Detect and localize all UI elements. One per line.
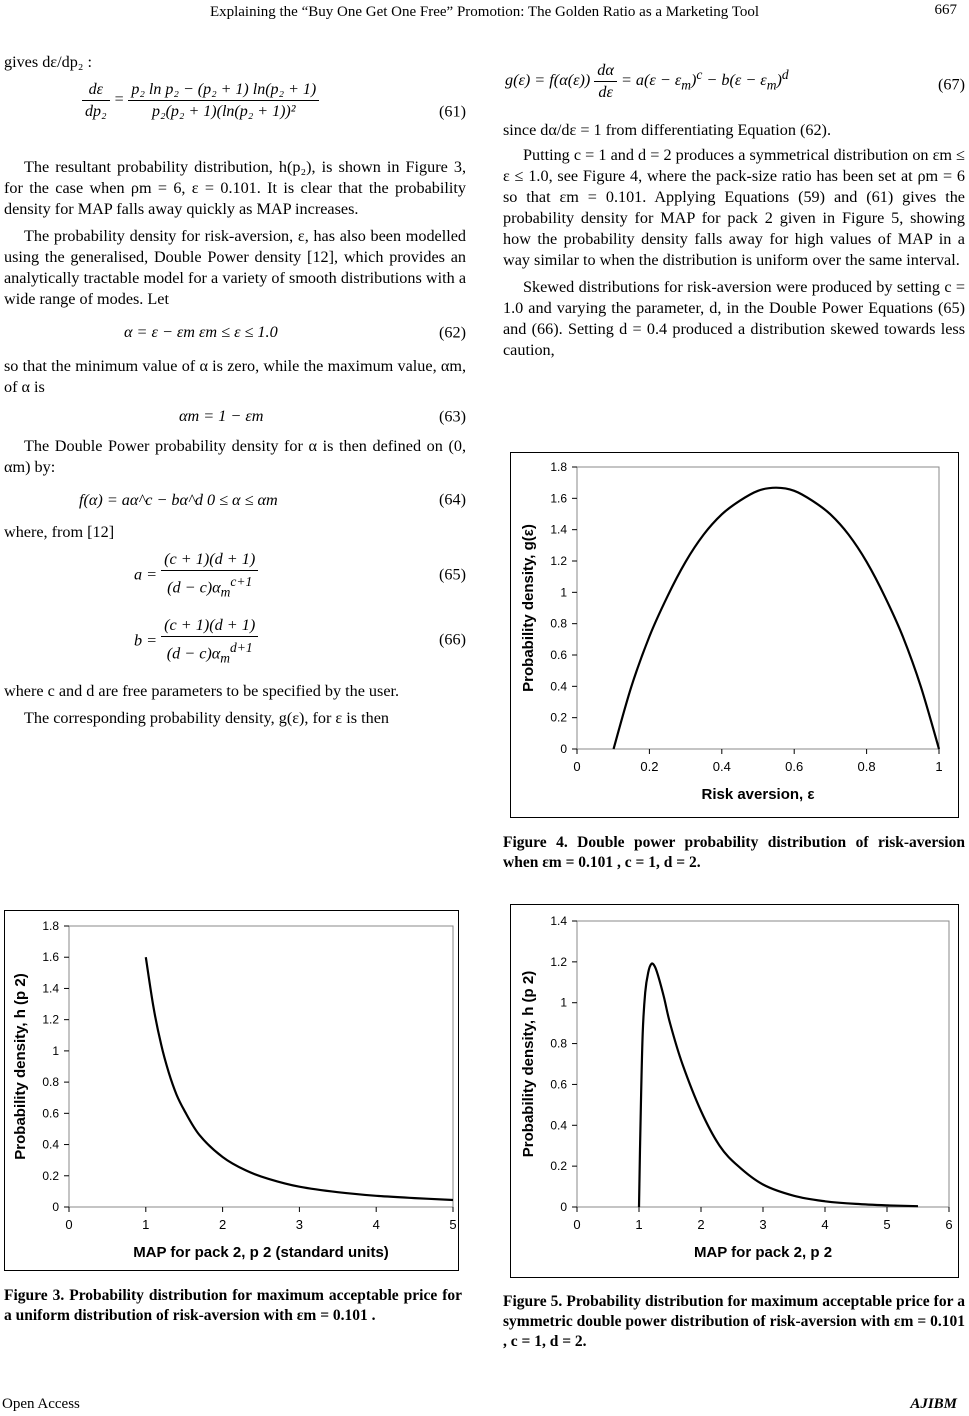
- y-tick-label: 1: [560, 995, 567, 1010]
- equation-number-64: (64): [439, 490, 466, 509]
- y-tick-label: 0.6: [550, 648, 567, 662]
- y-tick-label: 1.6: [42, 950, 59, 965]
- paragraph: The corresponding probability density, g(ε), for ε is then: [24, 709, 389, 727]
- x-axis-label: MAP for pack 2, p 2 (standard units): [133, 1244, 389, 1261]
- figure-4-caption: Figure 4. Double power probability distribution of risk-aversion when εm = 0.101 , c = 1, d = 2.: [503, 834, 965, 871]
- x-tick-label: 0.2: [640, 759, 659, 774]
- y-axis-label: Probability density, h (p 2): [520, 970, 537, 1158]
- y-tick-label: 0.6: [42, 1106, 59, 1121]
- equation-65: a = $\frac{(c + 1)(d + 1)}{(d - c)\alpha_m^{c+1}}$ (65): [134, 550, 466, 600]
- figure-5-chart: [510, 904, 959, 1278]
- y-tick-label: 0: [560, 1200, 567, 1214]
- x-tick-label: 0.8: [857, 759, 876, 774]
- x-tick-label: 0.6: [785, 759, 804, 774]
- equation-number-66: (66): [439, 630, 466, 649]
- y-tick-label: 0.8: [550, 616, 567, 631]
- plot-area: [69, 926, 453, 1207]
- y-tick-label: 0: [52, 1200, 59, 1214]
- equation-66: b = $\frac{(c + 1)(d + 1)}{(d - c)\alpha_m^{d+1}}$ (66): [134, 616, 466, 666]
- x-tick-label: 3: [759, 1217, 767, 1232]
- figure-5-svg: [511, 905, 958, 1277]
- equation-63: αm = 1 − εm (63): [179, 407, 466, 426]
- x-tick-label: 1: [935, 759, 943, 774]
- equation-number-61: (61): [439, 102, 466, 121]
- y-tick-label: 1.4: [42, 981, 59, 996]
- footer-journal: AJIBM: [910, 1396, 957, 1412]
- x-tick-label: 0: [573, 759, 581, 774]
- x-tick-label: 4: [372, 1217, 380, 1232]
- page-number: 667: [934, 2, 957, 18]
- y-tick-label: 1: [52, 1043, 59, 1058]
- x-tick-label: 0: [65, 1217, 73, 1232]
- equation-number-63: (63): [439, 407, 466, 426]
- footer-open-access: Open Access: [2, 1396, 80, 1412]
- figure-3-chart: [4, 910, 459, 1271]
- x-tick-label: 3: [295, 1217, 304, 1232]
- paragraph: Putting c = 1 and d = 2 produces a symmetrical distribution on εm ≤ ε ≤ 1.0, see Figure 4, where the pack-size ratio has been set at ρm = 6 so that εm = 0.101. Applying Equations (59) and (61) gives the probability density for MAP for pack 2 given in Figure 5, showing how the probability density falls away for high values of MAP in a way similar to when the distribution is uniform over the same interval.: [503, 146, 965, 269]
- y-axis-label: Probability density, g(ε): [520, 524, 537, 692]
- equation-number-62: (62): [439, 323, 466, 342]
- x-tick-label: 0.4: [712, 759, 731, 774]
- y-tick-label: 1: [560, 585, 567, 600]
- x-tick-label: 5: [449, 1217, 457, 1232]
- y-tick-label: 1.4: [550, 522, 567, 537]
- y-tick-label: 0.6: [550, 1077, 567, 1092]
- y-tick-label: 1.8: [42, 919, 59, 933]
- figure-3-caption: Figure 3. Probability distribution for maximum acceptable price for a uniform distribution of risk-aversion with εm = 0.101 .: [4, 1287, 462, 1324]
- series-line: [639, 964, 918, 1207]
- figure-5-caption: Figure 5. Probability distribution for maximum acceptable price for a symmetric double power distribution of risk-aversion with εm = 0.101 , c = 1, d = 2.: [503, 1293, 965, 1350]
- x-tick-label: 5: [883, 1217, 891, 1232]
- y-tick-label: 1.8: [550, 460, 567, 474]
- left-column: [4, 52, 466, 729]
- equation-62: α = ε − εm εm ≤ ε ≤ 1.0 (62): [124, 323, 466, 342]
- y-tick-label: 0.2: [550, 1159, 567, 1174]
- y-tick-label: 1.2: [550, 554, 567, 568]
- y-tick-label: 1.2: [550, 954, 567, 969]
- paragraph: since dα/dε = 1 from differentiating Equation (62).: [503, 121, 831, 139]
- y-tick-label: 1.2: [42, 1012, 59, 1027]
- y-tick-label: 0.2: [42, 1168, 59, 1183]
- equation-67: g(ε) = f(α(ε)) $\frac{d\alpha}{d\varepsilon}$ = $a(\varepsilon - \varepsilon_m)^c - b(\varepsilon - \varepsilon_m)^d$ (67): [505, 61, 965, 101]
- equation-61: $\frac{d\varepsilon}{\text{dp₂}}$ = $\frac{\text{p₂ ln p₂ − (p₂ + 1) ln(p₂ + 1)}}{\text{p₂(p₂ + 1)(ln(p₂ + 1))²}}$ (61): [4, 73, 466, 151]
- figure-4-chart: [510, 452, 959, 818]
- y-tick-label: 0.8: [550, 1036, 567, 1051]
- x-axis-label: MAP for pack 2, p 2: [693, 1244, 833, 1261]
- equation-number-65: (65): [439, 565, 466, 584]
- x-tick-label: 6: [945, 1217, 953, 1232]
- x-tick-label: 2: [218, 1217, 227, 1232]
- running-header: [0, 2, 969, 26]
- right-column: [503, 56, 965, 361]
- series-line: [614, 488, 939, 749]
- paragraph: Skewed distributions for risk-aversion were produced by setting c = 1.0 and varying the parameter, d, in the Double Power Equations (65) and (66). Setting d = 0.4 produced a distribution skewed towards less caution,: [503, 278, 965, 359]
- y-tick-label: 0.8: [42, 1075, 59, 1090]
- plot-area: [577, 467, 939, 749]
- paragraph: The resultant probability distribution, h(p₂), is shown in Figure 3, for the case when ρm = 6, ε = 0.101. It is clear that the probability density for MAP falls away quickly as MAP increases.: [4, 158, 466, 218]
- y-tick-label: 0.4: [550, 1118, 567, 1133]
- running-title: Explaining the “Buy One Get One Free” Promotion: The Golden Ratio as a Marketing Tool: [209, 4, 760, 20]
- y-axis-label: Probability density, h (p 2): [12, 973, 29, 1160]
- y-tick-label: 0.4: [550, 679, 567, 694]
- y-tick-label: 0.2: [550, 710, 567, 725]
- plot-area: [577, 921, 949, 1207]
- equation-number-67: (67): [938, 75, 965, 94]
- y-tick-label: 0.4: [42, 1137, 59, 1152]
- y-tick-label: 1.4: [550, 914, 567, 928]
- x-tick-label: 4: [821, 1217, 829, 1232]
- paragraph: where c and d are free parameters to be specified by the user.: [4, 682, 400, 700]
- y-tick-label: 0: [560, 742, 567, 756]
- equation-64: f(α) = aα^c − bα^d 0 ≤ α ≤ αm (64): [79, 490, 466, 509]
- y-tick-label: 1.6: [550, 491, 567, 506]
- x-tick-label: 2: [697, 1217, 705, 1232]
- x-axis-label: Risk aversion, ε: [701, 786, 815, 803]
- paragraph: The Double Power probability density for α is then defined on (0, αm) by:: [4, 437, 466, 476]
- gives-line: gives dε/dp₂ :: [4, 53, 92, 71]
- series-line: [146, 957, 453, 1200]
- x-tick-label: 1: [635, 1217, 643, 1232]
- paragraph: so that the minimum value of α is zero, while the maximum value, αm, of α is: [4, 357, 466, 396]
- x-tick-label: 0: [573, 1217, 581, 1232]
- paragraph: where, from [12]: [4, 523, 115, 541]
- figure-3-svg: [5, 911, 458, 1270]
- paragraph: The probability density for risk-aversion, ε, has also been modelled using the generalised, Double Power density [12], which provides an analytically tractable model for a variety of smooth distributions with a wide range of modes. Let: [4, 227, 466, 308]
- x-tick-label: 1: [142, 1217, 150, 1232]
- figure-4-svg: [511, 453, 958, 817]
